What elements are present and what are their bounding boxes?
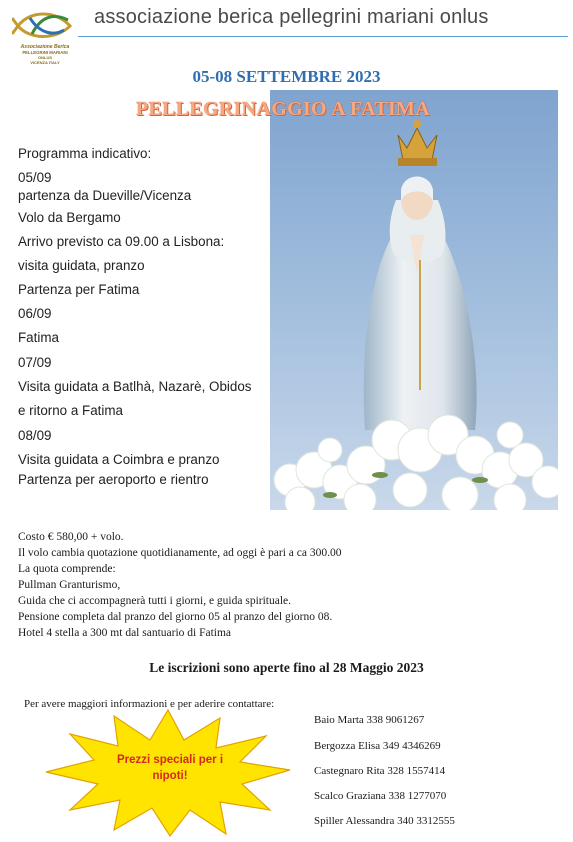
program-line: Volo da Bergamo xyxy=(18,210,121,225)
program-line: 06/09 xyxy=(18,306,52,321)
promo-text xyxy=(100,752,240,784)
promo-line: Prezzi speciali per i xyxy=(116,754,224,766)
program-line: Visita guidata a Batlhà, Nazarè, Obidos xyxy=(18,379,252,394)
flight-note: Il volo cambia quotazione quotidianamente, ad oggi è pari a ca 300.00 xyxy=(18,547,342,559)
program-line: Arrivo previsto ca 09.00 a Lisbona: xyxy=(18,234,225,249)
program-line: visita guidata, pranzo xyxy=(18,258,145,273)
contact-entry: Baio Marta 338 9061267 xyxy=(314,714,425,726)
contact-entry: Spiller Alessandra 340 3312555 xyxy=(314,815,455,827)
registration-deadline: Le iscrizioni sono aperte fino al 28 Maggio 2023 xyxy=(149,660,424,675)
program-line: 07/09 xyxy=(18,355,52,370)
logo-text-line: PELLEGRINI MARIANI xyxy=(22,50,68,55)
program-line: Partenza per aeroporto e rientro xyxy=(18,472,209,487)
logo-text-line: VICENZA ITALY xyxy=(30,60,60,65)
includes-item: Pensione completa dal pranzo del giorno 05 al pranzo del giorno 08. xyxy=(18,611,333,623)
logo-text-line: ONLUS xyxy=(38,55,52,60)
program-line: Visita guidata a Coimbra e pranzo xyxy=(18,452,220,467)
contact-entry: Scalco Graziana 338 1277070 xyxy=(314,790,447,802)
program-line: 05/09 xyxy=(18,170,52,185)
contact-entry: Bergozza Elisa 349 4346269 xyxy=(314,740,441,752)
program-heading: Programma indicativo: xyxy=(18,146,152,161)
program-line: Partenza per Fatima xyxy=(18,282,140,297)
includes-item: Pullman Granturismo, xyxy=(18,579,121,591)
our-lady-of-fatima-photo xyxy=(270,90,558,510)
program-line: Fatima xyxy=(18,330,59,345)
pilgrimage-title: PELLEGRINAGGIO A FATIMA xyxy=(136,98,430,120)
header-title: associazione berica pellegrini mariani onlus xyxy=(94,6,489,28)
promo-line: nipoti! xyxy=(152,770,188,782)
includes-heading: La quota comprende: xyxy=(18,563,116,575)
logo-text-line: Associazione Berica xyxy=(20,44,70,50)
program-line: e ritorno a Fatima xyxy=(18,403,123,418)
program-line: 08/09 xyxy=(18,428,52,443)
includes-item: Hotel 4 stella a 300 mt dal santuario di Fatima xyxy=(18,627,232,639)
includes-item: Guida che ci accompagnerà tutti i giorni, e guida spirituale. xyxy=(18,595,292,607)
price-line: Costo € 580,00 + volo. xyxy=(18,531,124,543)
date-title: 05-08 SETTEMBRE 2023 xyxy=(192,67,381,86)
program-line: partenza da Dueville/Vicenza xyxy=(18,188,192,203)
contact-intro: Per avere maggiori informazioni e per aderire contattare: xyxy=(24,698,275,710)
contact-entry: Castegnaro Rita 328 1557414 xyxy=(314,765,446,777)
header-divider xyxy=(78,36,568,37)
association-logo xyxy=(12,4,78,70)
